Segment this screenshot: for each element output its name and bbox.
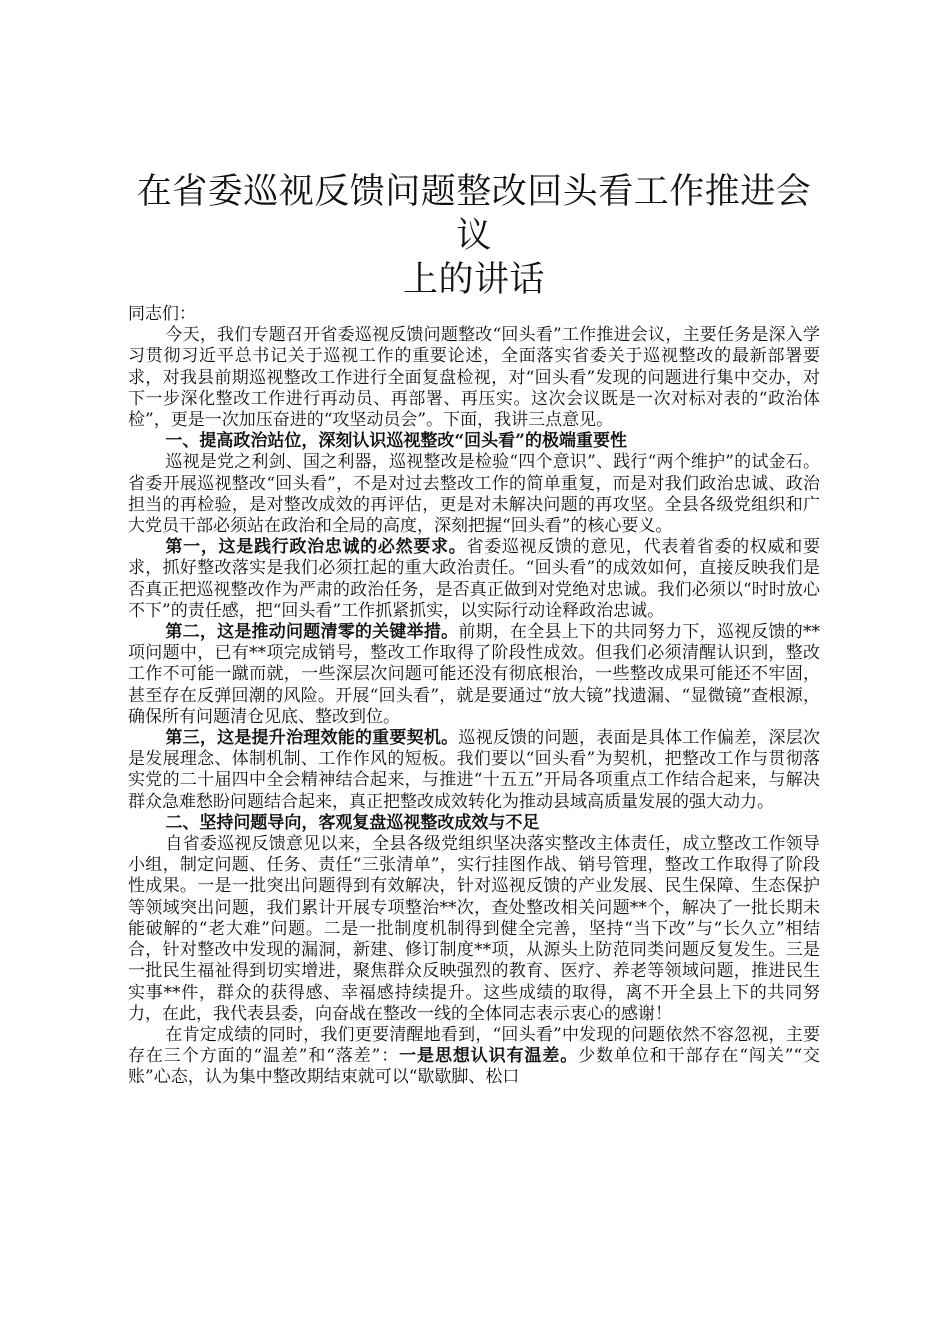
section-1-intro: 巡视是党之利剑、国之利器，巡视整改是检验“四个意识”、践行“两个维护”的试金石。省委开展巡视整改“回头看”，不是对过去整改工作的简单重复，而是对我们政治忠诚、政治担当的再检验，是对整改成效的再评估，更是对未解决问题的再攻坚。全县各级党组织和广大党员干部必须站在政治和全局的高度，深刻把握“回头看”的核心要义。 <box>128 452 820 537</box>
section-1-point-3 <box>128 728 820 813</box>
section-1-heading: 一、提高政治站位，深刻认识巡视整改“回头看”的极端重要性 <box>165 431 627 452</box>
document-title <box>128 170 820 302</box>
document-body <box>128 304 820 1089</box>
section-2-achievements: 自省委巡视反馈意见以来，全县各级党组织坚决落实整改主体责任，成立整改工作领导小组，制定问题、任务、责任“三张清单”，实行挂图作战、销号管理，整改工作取得了阶段性成果。一是一批突出问题得到有效解决，针对巡视反馈的产业发展、民生保障、生态保护等领域突出问题，我们累计开展专项整治**次，查处整改相关问题**个，解决了一批长期未能破解的“老大难”问题。二是一批制度机制得到健全完善，坚持“当下改”与“长久立”相结合，针对整改中发现的漏洞，新建、修订制度**项，从源头上防范同类问题反复发生。三是一批民生福祉得到切实增进，聚焦群众反映强烈的教育、医疗、养老等领域问题，推进民生实事**件，群众的获得感、幸福感持续提升。这些成绩的取得，离不开全县上下的共同努力，在此，我代表县委，向奋战在整改一线的全体同志表示衷心的感谢！ <box>128 834 820 1024</box>
section-1-point-1 <box>128 537 820 622</box>
point-3-text: 巡视反馈的问题，表面是具体工作偏差，深层次是发展理念、体制机制、工作作风的短板。我们要以“回头看”为契机，把整改工作与贯彻落实党的二十届四中全会精神结合起来，与推进“十五五”开局各项重点工作结合起来，与解决群众急难愁盼问题结合起来，真正把整改成效转化为推动县域高质量发展的强大动力。 <box>128 728 821 812</box>
title-line-1: 在省委巡视反馈问题整改回头看工作推进会议 <box>136 172 812 256</box>
point-2-lead: 第二，这是推动问题清零的关键举措。 <box>165 622 459 643</box>
point-2-text: 前期，在全县上下的共同努力下，巡视反馈的**项问题中，已有**项完成销号，整改工作取得了阶段性成效。但我们必须清醒认识到，整改工作不可能一蹴而就，一些深层次问题可能还没有彻底根治，一些整改成果可能还不牢固，甚至存在反弹回潮的风险。开展“回头看”，就是要通过“放大镜”找遗漏、“显微镜”查根源，确保所有问题清仓见底、整改到位。 <box>128 622 821 727</box>
intro-paragraph: 今天，我们专题召开省委巡视反馈问题整改“回头看”工作推进会议，主要任务是深入学习贯彻习近平总书记关于巡视工作的重要论述，全面落实省委关于巡视整改的最新部署要求，对我县前期巡视整改工作进行全面复盘检视，对“回头看”发现的问题进行集中交办，对下一步深化整改工作进行再动员、再部署、再压实。这次会议既是一次对标对表的“政治体检”，更是一次加压奋进的“攻坚动员会”。下面，我讲三点意见。 <box>128 325 820 431</box>
title-line-2: 上的讲话 <box>402 260 545 300</box>
greeting: 同志们： <box>128 304 196 324</box>
point-1-lead: 第一，这是践行政治忠诚的必然要求。 <box>165 537 467 558</box>
section-1-point-2 <box>128 622 820 728</box>
point-3-lead: 第三，这是提升治理效能的重要契机。 <box>165 728 459 749</box>
point-1-text: 省委巡视反馈的意见，代表着省委的权威和要求，抓好整改落实是我们必须扛起的重大政治责任。“回头看”的成效如何，直接反映我们是否真正把巡视整改作为严肃的政治任务，是否真正做到对党绝对忠诚。我们必须以“时时放心不下”的责任感，把“回头看”工作抓紧抓实，以实际行动诠释政治忠诚。 <box>128 537 820 621</box>
shortfalls-text-2: 少数单位和干部存在“闯关”“交账”心态，认为集中整改期结束就可以“歇歇脚、松口 <box>128 1046 821 1088</box>
section-2-heading: 二、坚持问题导向，客观复盘巡视整改成效与不足 <box>165 812 540 833</box>
shortfalls-text-1: 在肯定成绩的同时，我们更要清醒地看到，“回头看”中发现的问题依然不容忽视，主要存在三个方面的“温差”和“落差”： <box>128 1024 820 1067</box>
section-2-shortfalls <box>128 1025 820 1089</box>
shortfalls-bold: 一是思想认识有温差。 <box>399 1046 579 1067</box>
document-page <box>128 170 820 1089</box>
